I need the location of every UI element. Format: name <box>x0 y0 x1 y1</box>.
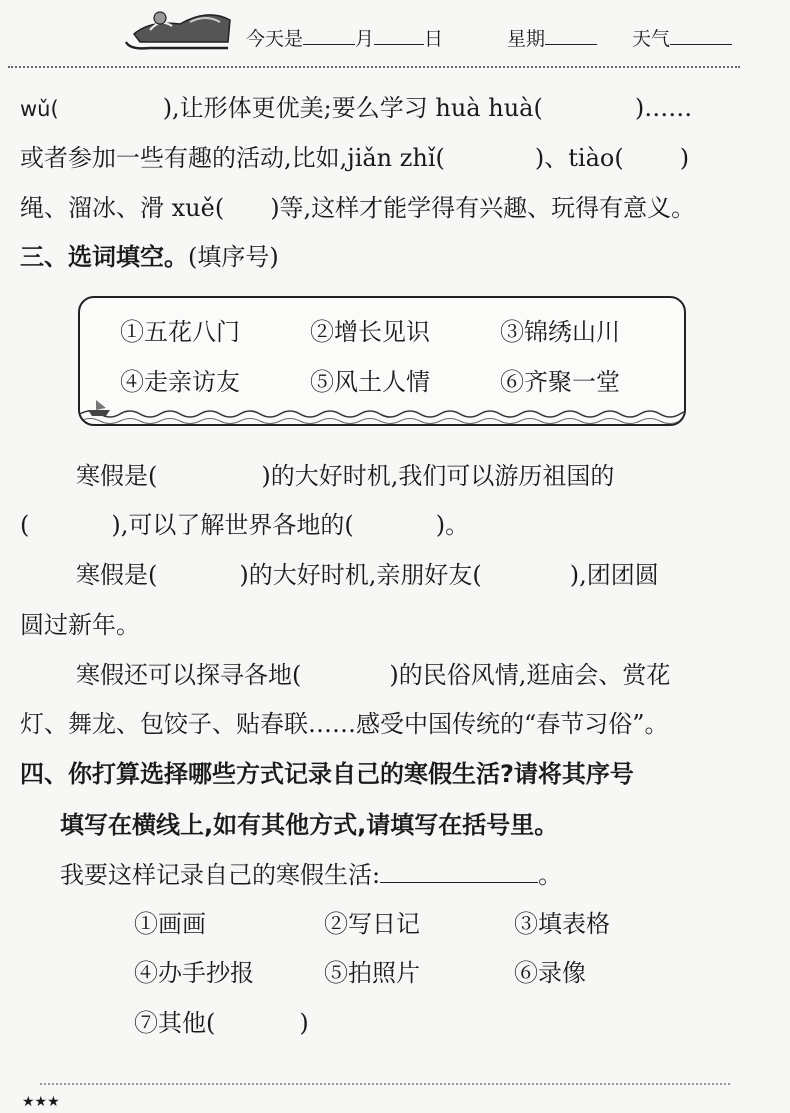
intro-text: ) <box>679 144 690 172</box>
section3-para3-line2 <box>20 712 669 736</box>
intro-line-1 <box>20 96 692 120</box>
record-option-4: ④办手抄报 <box>134 959 254 987</box>
word-option-3: ③锦绣山川 <box>500 318 620 346</box>
section3-note: (填序号) <box>188 243 279 271</box>
weather-label: 天气 <box>632 28 671 50</box>
wave-decoration-icon <box>80 394 684 424</box>
section3-title: 三、选词填空。 <box>20 243 188 271</box>
para-text: )的民俗风情,逛庙会、赏花 <box>389 661 671 689</box>
weekday-label: 星期 <box>507 28 546 50</box>
word-option-box <box>78 296 686 426</box>
para-text: ),团团圆 <box>569 561 659 589</box>
month-blank[interactable] <box>303 27 355 45</box>
word-option-5: ⑤风土人情 <box>310 368 430 396</box>
section3-para3-line1 <box>76 663 670 687</box>
section3-para2-line2 <box>20 613 140 637</box>
record-option-6: ⑥录像 <box>514 959 586 987</box>
para-text: 寒假是( <box>76 561 158 589</box>
pinyin-wu: wǔ( <box>20 97 59 121</box>
word-option-2: ②增长见识 <box>310 318 430 346</box>
other-option-end: ) <box>299 1009 309 1037</box>
other-option-text: ⑦其他( <box>134 1009 216 1037</box>
today-label: 今天是 <box>246 28 304 50</box>
intro-line-2 <box>20 146 689 170</box>
month-label: 月 <box>355 28 375 50</box>
word-option-4: ④走亲访友 <box>120 368 240 396</box>
section3-para1-line1 <box>76 464 614 488</box>
weather-blank[interactable] <box>670 27 732 45</box>
para-text: ( <box>20 511 30 539</box>
header-divider <box>8 66 740 68</box>
record-option-1: ①画画 <box>134 910 206 938</box>
para-text: )的大好时机,亲朋好友( <box>239 561 482 589</box>
para-text: 寒假是( <box>76 462 158 490</box>
record-answer-line[interactable] <box>380 862 538 883</box>
day-label: 日 <box>424 28 444 50</box>
para-text: )。 <box>435 511 470 539</box>
record-option-2: ②写日记 <box>324 910 420 938</box>
word-option-1: ①五花八门 <box>120 318 240 346</box>
para-text: 寒假还可以探寻各地( <box>76 661 302 689</box>
para-text: ),可以了解世界各地的( <box>111 511 354 539</box>
section4-title-line2: 填写在横线上,如有其他方式,请填写在括号里。 <box>60 811 559 839</box>
record-option-5: ⑤拍照片 <box>324 959 420 987</box>
intro-text: 绳、溜冰、滑 xuě( <box>20 194 225 222</box>
para-text: 圆过新年。 <box>20 611 140 639</box>
record-prompt <box>60 862 562 887</box>
day-blank[interactable] <box>374 27 424 45</box>
para-text: )的大好时机,我们可以游历祖国的 <box>261 462 615 490</box>
intro-text: 或者参加一些有趣的活动,比如,jiǎn zhǐ( <box>20 144 445 172</box>
intro-text: ),让形体更优美;要么学习 huà huà( <box>162 94 543 122</box>
para-text: 灯、舞龙、包饺子、贴春联……感受中国传统的“春节习俗”。 <box>20 710 669 738</box>
intro-text: )、tiào( <box>534 144 624 172</box>
record-option-7 <box>134 1011 309 1035</box>
section4-title-line1: 四、你打算选择哪些方式记录自己的寒假生活?请将其序号 <box>20 760 634 788</box>
weekday-blank[interactable] <box>545 27 597 45</box>
record-prompt-text: 我要这样记录自己的寒假生活: <box>60 861 381 889</box>
record-option-3: ③填表格 <box>514 910 610 938</box>
date-header <box>0 0 790 70</box>
difficulty-stars: ★★★ <box>22 1094 60 1110</box>
word-option-6: ⑥齐聚一堂 <box>500 368 620 396</box>
record-prompt-end: 。 <box>538 861 563 889</box>
section3-para1-line2 <box>20 513 469 537</box>
footer-divider <box>40 1083 730 1085</box>
section3-para2-line1 <box>76 563 659 587</box>
sled-icon <box>120 0 240 52</box>
intro-line-3 <box>20 196 695 220</box>
intro-text: )…… <box>634 94 693 122</box>
intro-text: )等,这样才能学得有兴趣、玩得有意义。 <box>270 194 696 222</box>
section3-heading <box>20 245 279 269</box>
